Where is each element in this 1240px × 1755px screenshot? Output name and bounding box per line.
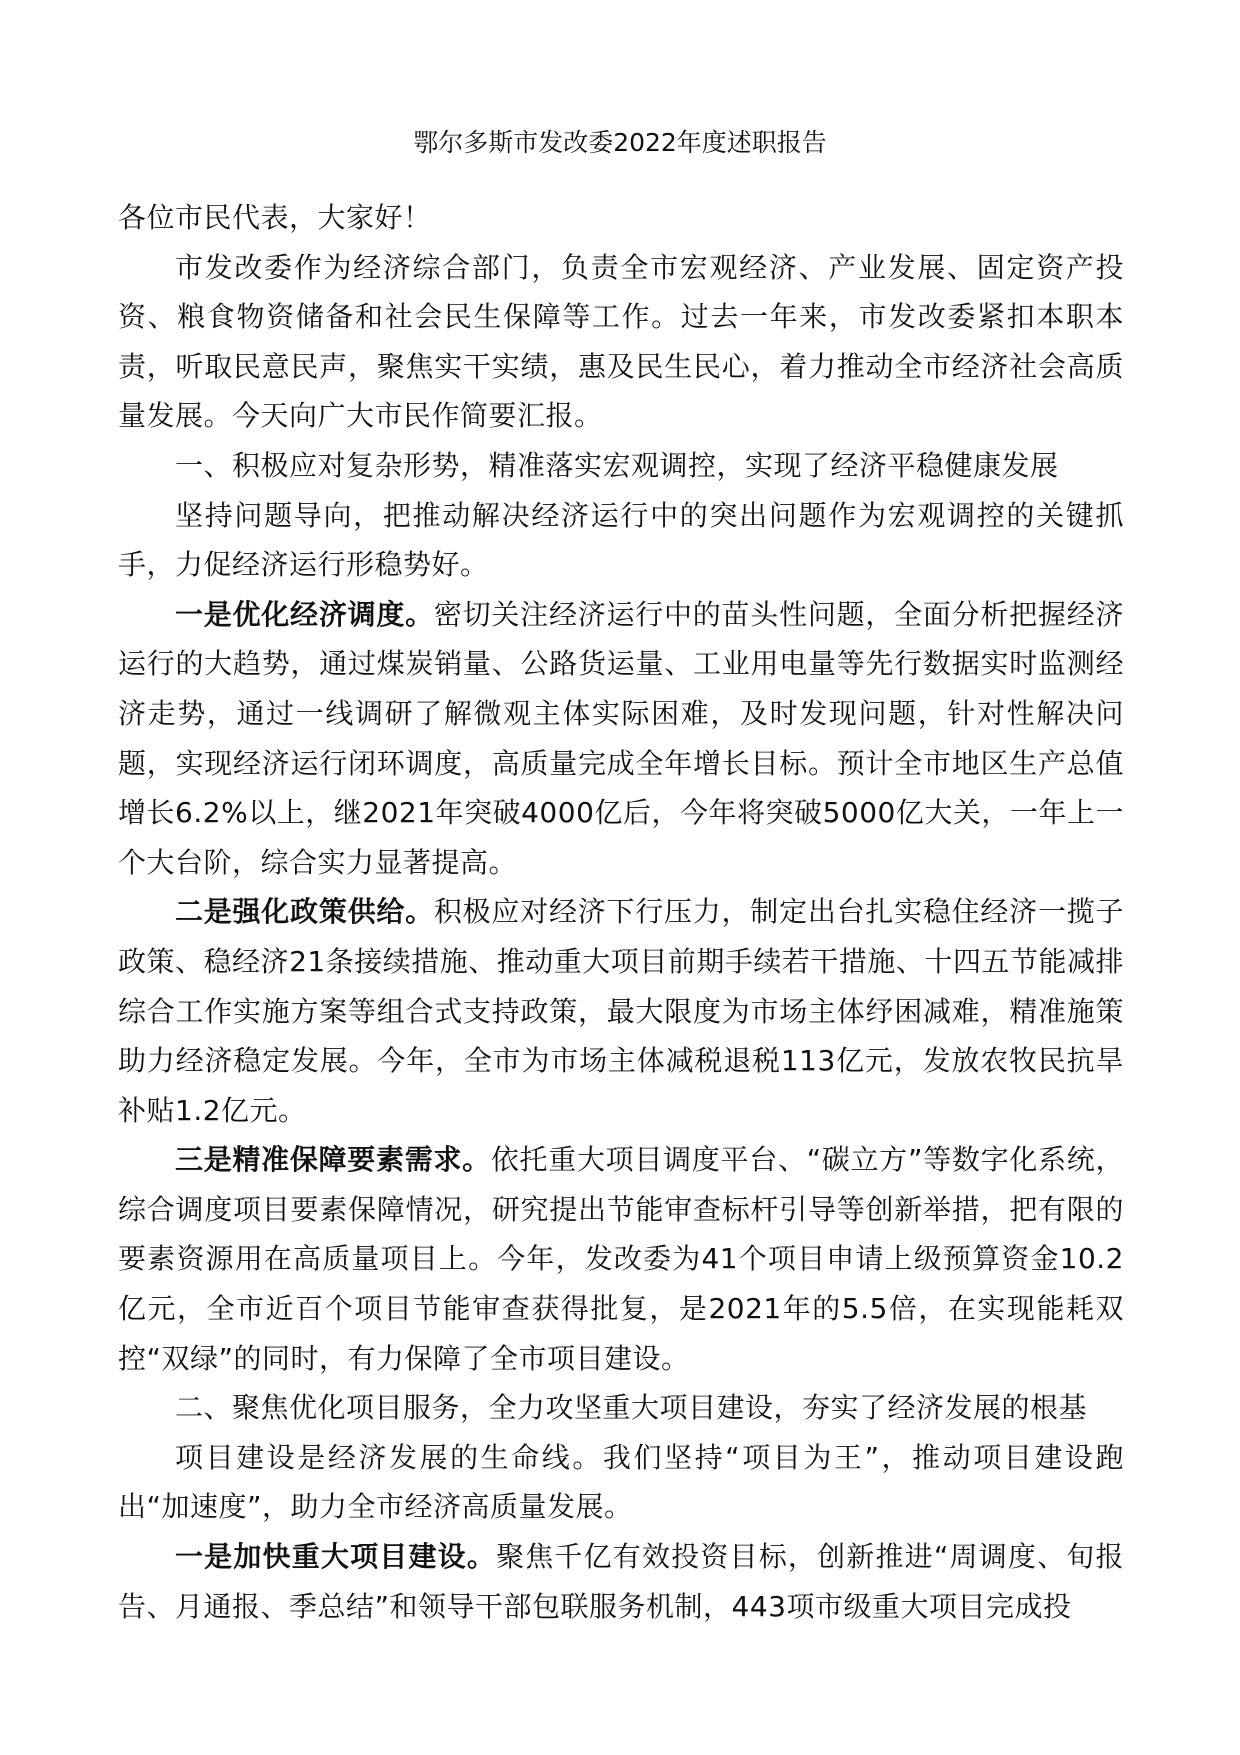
paragraph-lead: 一是加快重大项目建设。 — [175, 1540, 497, 1574]
paragraph — [118, 1383, 1124, 1433]
paragraph-text: 积极应对经济下行压力，制定出台扎实稳住经济一揽子政策、稳经济21条接续措施、推动重大项目前期手续若干措施、十四五节能减排综合工作实施方案等组合式支持政策，最大限度为市场主体纾困减难，精准施策助力经济稳定发展。今年，全市为市场主体减税退税113亿元，发放农牧民抗旱补贴1.2亿元。 — [118, 895, 1124, 1127]
paragraph-text: 一、积极应对复杂形势，精准落实宏观调控，实现了经济平稳健康发展 — [175, 448, 1059, 482]
paragraph-text: 市发改委作为经济综合部门，负责全市宏观经济、产业发展、固定资产投资、粮食物资储备和社会民生保障等工作。过去一年来，市发改委紧扣本职本责，听取民意民声，聚焦实干实绩，惠及民生民心，着力推动全市经济社会高质量发展。今天向广大市民作简要汇报。 — [118, 250, 1124, 433]
paragraph — [118, 590, 1124, 888]
paragraph-lead: 二是强化政策供给。 — [175, 895, 434, 929]
paragraph — [118, 491, 1124, 590]
paragraph — [118, 193, 1124, 243]
paragraph — [118, 1532, 1124, 1631]
document-title: 鄂尔多斯市发改委2022年度述职报告 — [413, 128, 827, 157]
paragraph — [118, 1433, 1124, 1532]
paragraph-lead: 三是精准保障要素需求。 — [175, 1143, 491, 1177]
paragraph — [118, 441, 1124, 491]
paragraph — [118, 1135, 1124, 1383]
paragraph-lead: 一是优化经济调度。 — [175, 597, 434, 631]
paragraph-text: 依托重大项目调度平台、“碳立方”等数字化系统，综合调度项目要素保障情况，研究提出节能审查标杆引导等创新举措，把有限的要素资源用在高质量项目上。今年，发改委为41个项目申请上级预算资金10.2亿元，全市近百个项目节能审查获得批复，是2021年的5.5倍，在实现能耗双控“双绿”的同时，有力保障了全市项目建设。 — [118, 1143, 1124, 1375]
paragraph-text: 坚持问题导向，把推动解决经济运行中的突出问题作为宏观调控的关键抓手，力促经济运行形稳势好。 — [118, 498, 1124, 582]
paragraph — [118, 887, 1124, 1135]
paragraph-text: 聚焦千亿有效投资目标，创新推进“周调度、旬报告、月通报、季总结”和领导干部包联服务机制，443项市级重大项目完成投 — [118, 1540, 1124, 1623]
paragraph — [118, 243, 1124, 441]
paragraph-text: 密切关注经济运行中的苗头性问题，全面分析把握经济运行的大趋势，通过煤炭销量、公路货运量、工业用电量等先行数据实时监测经济走势，通过一线调研了解微观主体实际困难，及时发现问题，针对性解决问题，实现经济运行闭环调度，高质量完成全年增长目标。预计全市地区生产总值增长6.2%以上，继2021年突破4000亿后，今年将突破5000亿大关，一年上一个大台阶，综合实力显著提高。 — [118, 597, 1124, 879]
document-body — [118, 193, 1124, 1631]
paragraph-text: 项目建设是经济发展的生命线。我们坚持“项目为王”，推动项目建设跑出“加速度”，助力全市经济高质量发展。 — [118, 1440, 1124, 1524]
paragraph-text: 二、聚焦优化项目服务，全力攻坚重大项目建设，夯实了经济发展的根基 — [175, 1391, 1088, 1425]
paragraph-text: 各位市民代表，大家好！ — [118, 201, 432, 234]
